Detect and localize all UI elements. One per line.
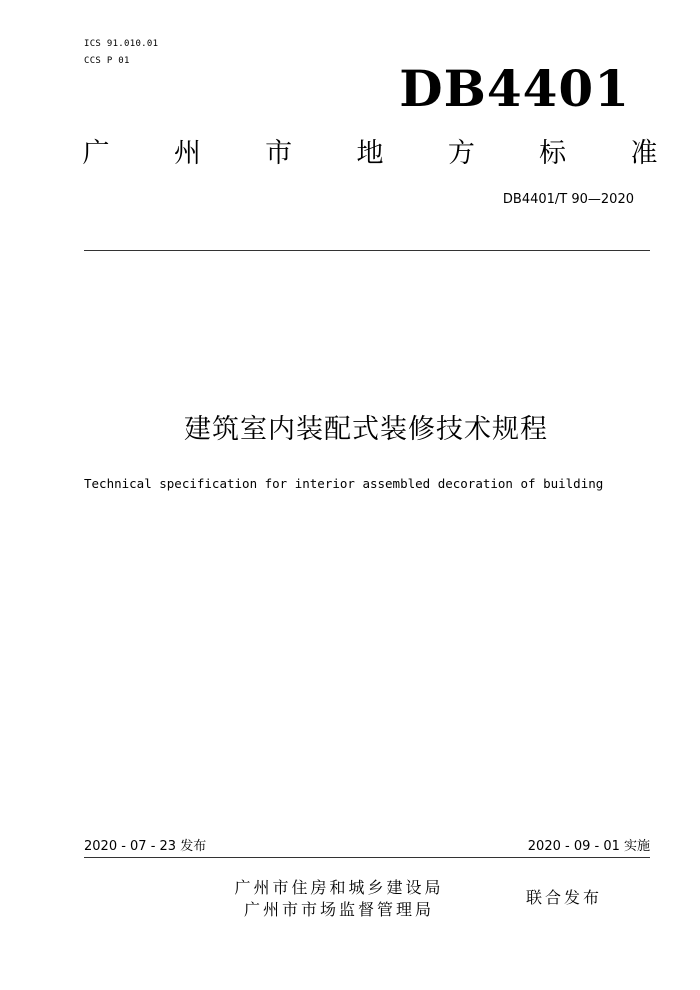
standard-type-char: 标: [539, 138, 567, 169]
document-title-chinese: 建筑室内装配式装修技术规程: [184, 414, 548, 445]
standard-type-char: 方: [447, 138, 475, 169]
issue-date: 2020 - 07 - 23 发布: [84, 839, 207, 854]
standard-type-char: 市: [265, 138, 293, 169]
standard-type-char: 广: [82, 138, 110, 169]
footer-divider: [84, 857, 650, 858]
standard-type-char: 地: [356, 138, 384, 169]
issuer-housing-bureau: 广州市住房和城乡建设局: [234, 878, 444, 897]
standard-type-heading: [80, 136, 660, 172]
joint-issue-label: 联合发布: [526, 888, 603, 907]
document-title-english: Technical specification for interior assembled decoration of building: [84, 476, 604, 491]
header-divider: [84, 250, 650, 251]
standard-mark: DB4401: [399, 59, 630, 118]
standard-type-char: 准: [630, 138, 658, 169]
ccs-code: CCS P 01: [84, 56, 130, 66]
standard-type-char: 州: [173, 138, 201, 169]
implementation-date: 2020 - 09 - 01 实施: [527, 839, 650, 854]
issuer-market-regulation-bureau: 广州市市场监督管理局: [243, 900, 434, 919]
standard-number: DB4401/T 90—2020: [502, 192, 634, 207]
ics-code: ICS 91.010.01: [84, 39, 159, 49]
